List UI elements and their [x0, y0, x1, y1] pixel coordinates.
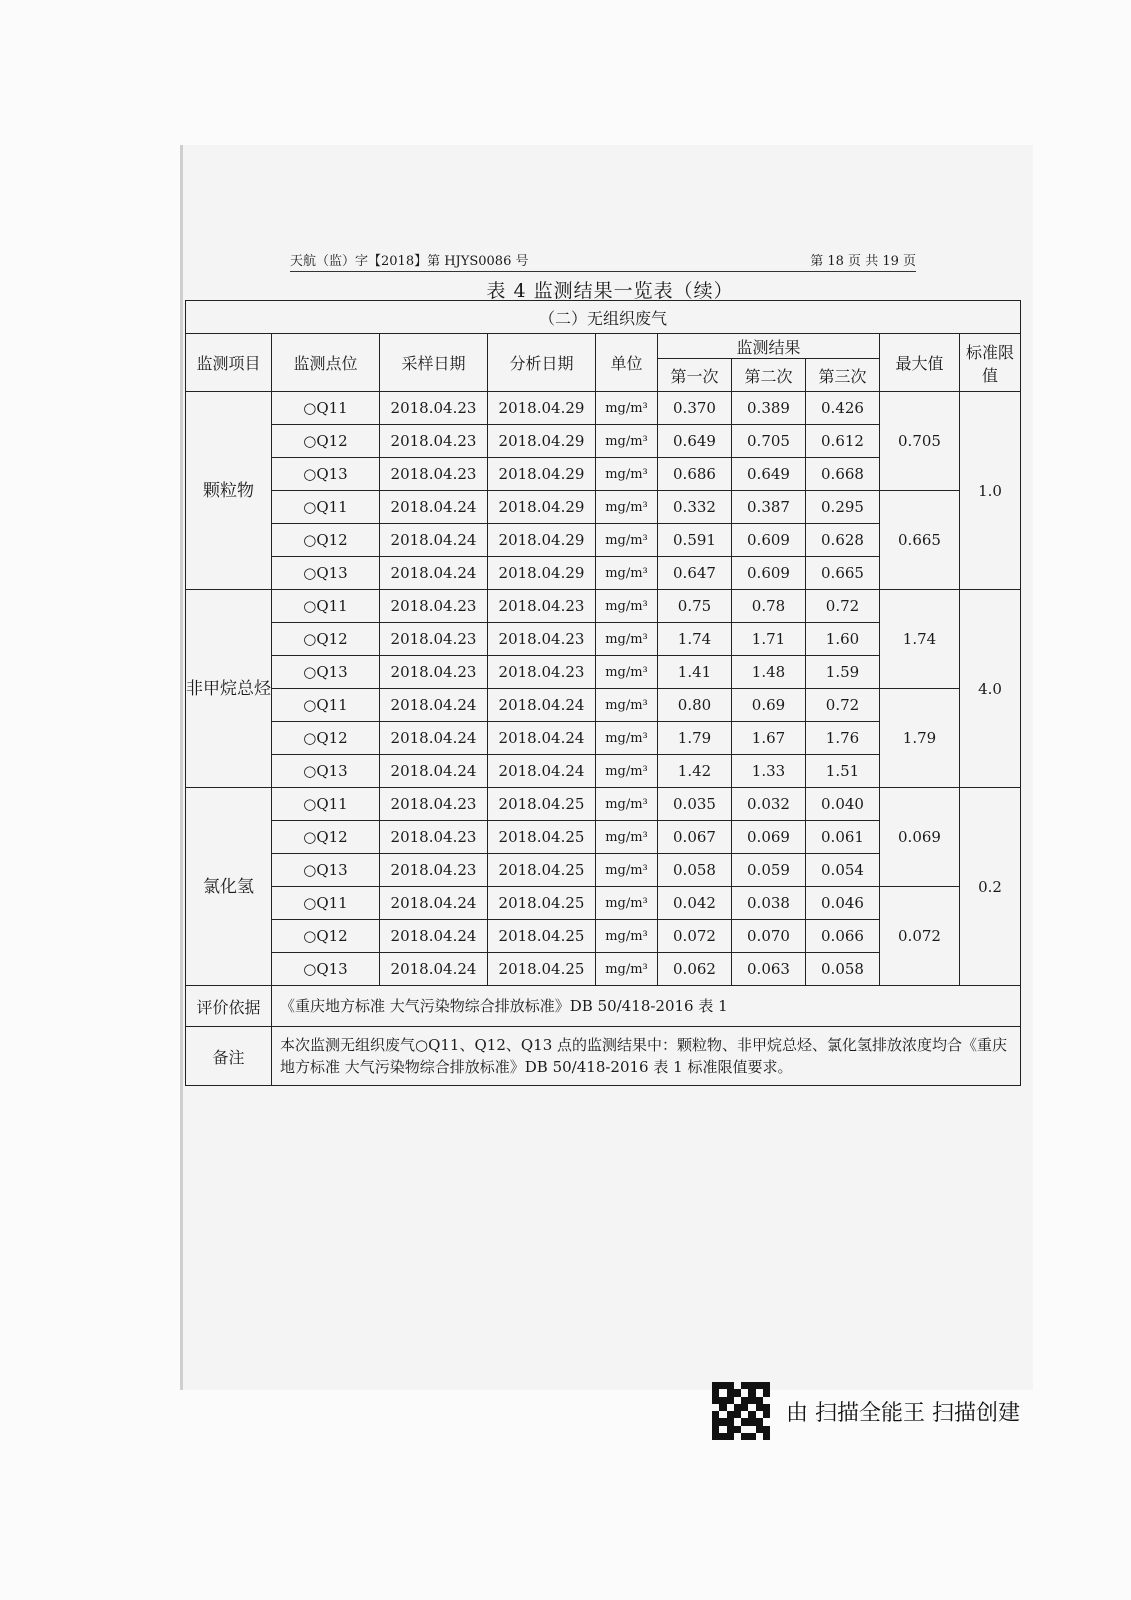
result-first-cell: 1.79: [658, 722, 732, 755]
analysis-date-cell: 2018.04.24: [488, 722, 596, 755]
sample-date-cell: 2018.04.24: [380, 722, 488, 755]
unit-cell: mg/m³: [596, 557, 658, 590]
col-third: 第三次: [806, 359, 880, 392]
max-value-cell: 1.74: [880, 590, 960, 689]
unit-cell: mg/m³: [596, 689, 658, 722]
unit-cell: mg/m³: [596, 788, 658, 821]
unit-cell: mg/m³: [596, 425, 658, 458]
sample-date-cell: 2018.04.24: [380, 524, 488, 557]
point-cell: ○Q11: [272, 788, 380, 821]
sample-date-cell: 2018.04.23: [380, 821, 488, 854]
monitoring-item: 氯化氢: [186, 788, 272, 986]
result-first-cell: 1.41: [658, 656, 732, 689]
table-row: [186, 491, 1021, 524]
sample-date-cell: 2018.04.23: [380, 788, 488, 821]
result-second-cell: 0.78: [732, 590, 806, 623]
max-value-cell: 0.665: [880, 491, 960, 590]
remark-label: 备注: [186, 1027, 272, 1086]
result-third-cell: 0.72: [806, 689, 880, 722]
result-second-cell: 0.609: [732, 557, 806, 590]
point-cell: ○Q13: [272, 953, 380, 986]
point-cell: ○Q13: [272, 755, 380, 788]
remark-text: 本次监测无组织废气○Q11、Q12、Q13 点的监测结果中：颗粒物、非甲烷总烃、氯化氢排放浓度均合《重庆地方标准 大气污染物综合排放标准》DB 50/418-2016 表 1 标准限值要求。: [272, 1027, 1021, 1086]
monitoring-results-table: [185, 300, 1021, 1086]
result-second-cell: 0.032: [732, 788, 806, 821]
unit-cell: mg/m³: [596, 854, 658, 887]
point-cell: ○Q13: [272, 557, 380, 590]
analysis-date-cell: 2018.04.24: [488, 755, 596, 788]
result-first-cell: 0.072: [658, 920, 732, 953]
result-first-cell: 0.80: [658, 689, 732, 722]
point-cell: ○Q13: [272, 656, 380, 689]
analysis-date-cell: 2018.04.29: [488, 425, 596, 458]
sample-date-cell: 2018.04.23: [380, 854, 488, 887]
unit-cell: mg/m³: [596, 755, 658, 788]
analysis-date-cell: 2018.04.23: [488, 656, 596, 689]
point-cell: ○Q12: [272, 920, 380, 953]
result-third-cell: 0.295: [806, 491, 880, 524]
sample-date-cell: 2018.04.24: [380, 491, 488, 524]
result-second-cell: 0.070: [732, 920, 806, 953]
point-cell: ○Q11: [272, 491, 380, 524]
sample-date-cell: 2018.04.24: [380, 755, 488, 788]
sample-date-cell: 2018.04.24: [380, 920, 488, 953]
table-body: [186, 392, 1021, 986]
result-second-cell: 0.063: [732, 953, 806, 986]
point-cell: ○Q11: [272, 590, 380, 623]
result-third-cell: 0.628: [806, 524, 880, 557]
sample-date-cell: 2018.04.23: [380, 458, 488, 491]
result-third-cell: 0.612: [806, 425, 880, 458]
col-second: 第二次: [732, 359, 806, 392]
result-third-cell: 0.665: [806, 557, 880, 590]
col-unit: 单位: [596, 334, 658, 392]
table-row: [186, 590, 1021, 623]
col-item: 监测项目: [186, 334, 272, 392]
result-first-cell: 0.058: [658, 854, 732, 887]
scanner-text: 由 扫描全能王 扫描创建: [786, 1400, 1020, 1426]
analysis-date-cell: 2018.04.25: [488, 953, 596, 986]
unit-cell: mg/m³: [596, 887, 658, 920]
result-third-cell: 0.426: [806, 392, 880, 425]
result-third-cell: 1.60: [806, 623, 880, 656]
sample-date-cell: 2018.04.24: [380, 557, 488, 590]
result-first-cell: 0.647: [658, 557, 732, 590]
unit-cell: mg/m³: [596, 920, 658, 953]
document-id: 天航（监）字【2018】第 HJYS0086 号: [290, 254, 529, 269]
analysis-date-cell: 2018.04.29: [488, 458, 596, 491]
result-first-cell: 0.062: [658, 953, 732, 986]
analysis-date-cell: 2018.04.25: [488, 788, 596, 821]
result-third-cell: 1.51: [806, 755, 880, 788]
result-first-cell: 1.74: [658, 623, 732, 656]
max-value-cell: 0.705: [880, 392, 960, 491]
result-third-cell: 0.061: [806, 821, 880, 854]
result-first-cell: 0.332: [658, 491, 732, 524]
result-second-cell: 1.71: [732, 623, 806, 656]
result-third-cell: 1.59: [806, 656, 880, 689]
unit-cell: mg/m³: [596, 590, 658, 623]
result-second-cell: 0.69: [732, 689, 806, 722]
monitoring-item: 非甲烷总烃: [186, 590, 272, 788]
result-second-cell: 0.038: [732, 887, 806, 920]
result-second-cell: 0.389: [732, 392, 806, 425]
max-value-cell: 0.072: [880, 887, 960, 986]
point-cell: ○Q11: [272, 392, 380, 425]
result-third-cell: 0.054: [806, 854, 880, 887]
result-second-cell: 0.705: [732, 425, 806, 458]
result-second-cell: 0.069: [732, 821, 806, 854]
page-number: 第 18 页 共 19 页: [810, 254, 916, 269]
unit-cell: mg/m³: [596, 392, 658, 425]
result-first-cell: 0.370: [658, 392, 732, 425]
result-third-cell: 1.76: [806, 722, 880, 755]
result-first-cell: 0.649: [658, 425, 732, 458]
point-cell: ○Q12: [272, 821, 380, 854]
result-third-cell: 0.668: [806, 458, 880, 491]
sample-date-cell: 2018.04.23: [380, 623, 488, 656]
sample-date-cell: 2018.04.24: [380, 689, 488, 722]
unit-cell: mg/m³: [596, 491, 658, 524]
result-third-cell: 0.046: [806, 887, 880, 920]
result-first-cell: 0.035: [658, 788, 732, 821]
col-sample-date: 采样日期: [380, 334, 488, 392]
unit-cell: mg/m³: [596, 524, 658, 557]
analysis-date-cell: 2018.04.25: [488, 920, 596, 953]
document-header: [290, 250, 916, 272]
analysis-date-cell: 2018.04.25: [488, 821, 596, 854]
sample-date-cell: 2018.04.24: [380, 953, 488, 986]
result-second-cell: 1.33: [732, 755, 806, 788]
section-title: （二）无组织废气: [186, 301, 1021, 334]
point-cell: ○Q12: [272, 623, 380, 656]
sample-date-cell: 2018.04.23: [380, 392, 488, 425]
result-third-cell: 0.066: [806, 920, 880, 953]
result-second-cell: 0.059: [732, 854, 806, 887]
table-row: [186, 689, 1021, 722]
sample-date-cell: 2018.04.24: [380, 887, 488, 920]
col-analysis-date: 分析日期: [488, 334, 596, 392]
result-first-cell: 0.591: [658, 524, 732, 557]
unit-cell: mg/m³: [596, 623, 658, 656]
result-second-cell: 1.48: [732, 656, 806, 689]
unit-cell: mg/m³: [596, 722, 658, 755]
analysis-date-cell: 2018.04.24: [488, 689, 596, 722]
unit-cell: mg/m³: [596, 821, 658, 854]
point-cell: ○Q11: [272, 689, 380, 722]
sample-date-cell: 2018.04.23: [380, 590, 488, 623]
table-row: [186, 788, 1021, 821]
max-value-cell: 0.069: [880, 788, 960, 887]
analysis-date-cell: 2018.04.29: [488, 491, 596, 524]
result-first-cell: 0.042: [658, 887, 732, 920]
monitoring-item: 颗粒物: [186, 392, 272, 590]
point-cell: ○Q12: [272, 425, 380, 458]
point-cell: ○Q13: [272, 458, 380, 491]
point-cell: ○Q11: [272, 887, 380, 920]
unit-cell: mg/m³: [596, 458, 658, 491]
analysis-date-cell: 2018.04.23: [488, 623, 596, 656]
col-point: 监测点位: [272, 334, 380, 392]
limit-value-cell: 0.2: [960, 788, 1021, 986]
max-value-cell: 1.79: [880, 689, 960, 788]
point-cell: ○Q13: [272, 854, 380, 887]
basis-label: 评价依据: [186, 986, 272, 1027]
point-cell: ○Q12: [272, 722, 380, 755]
result-first-cell: 1.42: [658, 755, 732, 788]
analysis-date-cell: 2018.04.25: [488, 854, 596, 887]
result-third-cell: 0.040: [806, 788, 880, 821]
unit-cell: mg/m³: [596, 953, 658, 986]
limit-value-cell: 4.0: [960, 590, 1021, 788]
table-row: [186, 392, 1021, 425]
analysis-date-cell: 2018.04.29: [488, 392, 596, 425]
result-second-cell: 0.609: [732, 524, 806, 557]
result-third-cell: 0.058: [806, 953, 880, 986]
result-first-cell: 0.686: [658, 458, 732, 491]
analysis-date-cell: 2018.04.29: [488, 524, 596, 557]
result-second-cell: 0.649: [732, 458, 806, 491]
scanner-watermark: [712, 1382, 1020, 1440]
table-caption: 表 4 监测结果一览表（续）: [486, 280, 734, 302]
result-first-cell: 0.75: [658, 590, 732, 623]
limit-value-cell: 1.0: [960, 392, 1021, 590]
table-row: [186, 887, 1021, 920]
unit-cell: mg/m³: [596, 656, 658, 689]
result-third-cell: 0.72: [806, 590, 880, 623]
col-max: 最大值: [880, 334, 960, 392]
result-second-cell: 1.67: [732, 722, 806, 755]
point-cell: ○Q12: [272, 524, 380, 557]
qr-code-icon: [712, 1382, 770, 1440]
sample-date-cell: 2018.04.23: [380, 425, 488, 458]
analysis-date-cell: 2018.04.25: [488, 887, 596, 920]
col-limit: 标准限值: [960, 334, 1021, 392]
col-first: 第一次: [658, 359, 732, 392]
col-results: 监测结果: [658, 334, 880, 359]
sample-date-cell: 2018.04.23: [380, 656, 488, 689]
analysis-date-cell: 2018.04.23: [488, 590, 596, 623]
result-first-cell: 0.067: [658, 821, 732, 854]
analysis-date-cell: 2018.04.29: [488, 557, 596, 590]
result-second-cell: 0.387: [732, 491, 806, 524]
basis-text: 《重庆地方标准 大气污染物综合排放标准》DB 50/418-2016 表 1: [272, 986, 1021, 1027]
